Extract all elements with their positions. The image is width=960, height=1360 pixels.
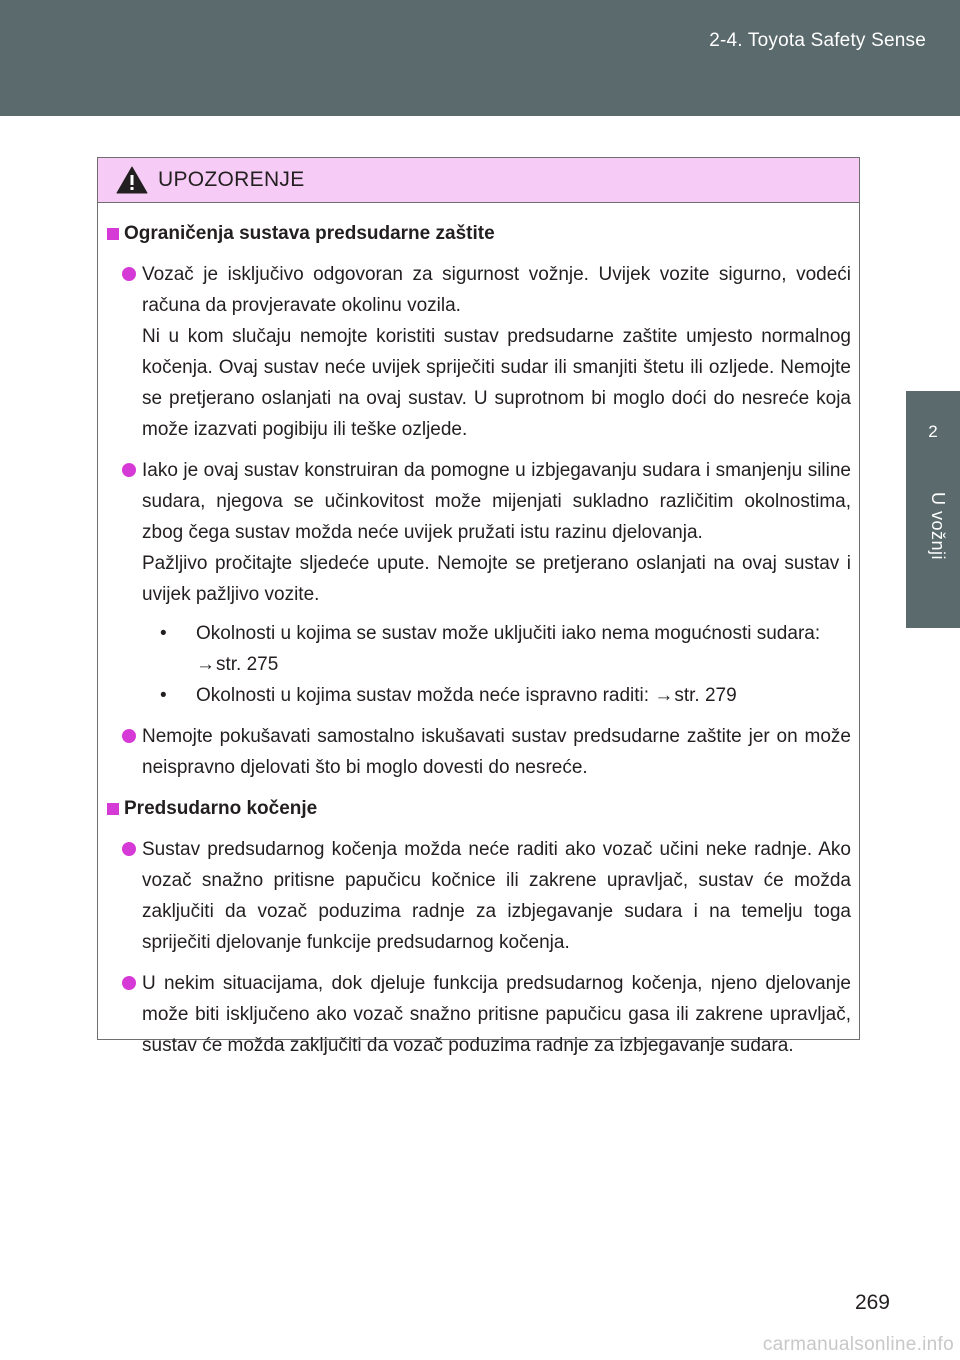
paragraph: Ni u kom slučaju nemojte koristiti sustav predsudarne zaštite umjesto normalnog kočenja. Ovaj sustav neće uvijek spriječiti sudar ili smanjiti štetu ili ozljede. Nemojte se pretjerano oslanjati na ovaj sustav. U suprotnom bi moglo doći do nesreće koja može izazvati pogibiju ili teške ozljede.	[142, 326, 851, 440]
warning-title: UPOZORENJE	[158, 168, 305, 191]
list-item	[107, 259, 851, 445]
paragraph: Sustav predsudarnog kočenja možda neće raditi ako vozač učini neke radnje. Ako vozač snažno pritisne papučicu kočnice ili zakrene upravljač, sustav će možda zaključiti da vozač poduzima radnje za izbjegavanje sudara i na temelju toga spriječiti djelovanje funkcije predsudarnog kočenja.	[142, 839, 851, 953]
bullet-dot-icon	[122, 976, 136, 990]
header-band	[0, 0, 960, 116]
page-reference-link[interactable]: str. 279	[674, 685, 737, 706]
paragraph: Iako je ovaj sustav konstruiran da pomogne u izbjegavanju sudara i smanjenju siline sudara, njegova se učinkovitost može mijenjati sukladno različitim okolnostima, zbog čega sustav možda neće uvijek pružati istu razinu djelovanja.	[142, 460, 851, 543]
bullet-dot-icon	[122, 729, 136, 743]
chapter-number-tab: 2	[906, 391, 960, 473]
sub-item-text: Okolnosti u kojima se sustav može uključiti iako nema mogućnosti sudara:	[196, 623, 821, 644]
sub-list-item	[142, 618, 851, 680]
bullet-dot-icon	[122, 842, 136, 856]
bullet-dot-icon	[122, 267, 136, 281]
square-marker-icon	[107, 803, 119, 815]
paragraph: Vozač je isključivo odgovoran za sigurnost vožnje. Uvijek vozite sigurno, vodeći računa da provjeravate okolinu vozila.	[142, 264, 851, 316]
square-marker-icon	[107, 228, 119, 240]
arrow-icon: →	[196, 654, 215, 675]
sub-list	[142, 618, 851, 711]
page-reference-link[interactable]: str. 275	[216, 654, 279, 675]
sub-list-item	[142, 680, 851, 711]
arrow-icon: →	[654, 685, 674, 706]
section-heading	[107, 793, 851, 824]
warning-body	[98, 203, 859, 1061]
list-item	[107, 455, 851, 711]
paragraph: Nemojte pokušavati samostalno iskušavati sustav predsudarne zaštite jer on može neispravno djelovati što bi moglo dovesti do nesreće.	[142, 726, 851, 778]
section-heading	[107, 218, 851, 249]
small-bullet-icon: •	[160, 685, 167, 706]
page-number: 269	[854, 1291, 890, 1314]
small-bullet-icon: •	[160, 623, 167, 644]
bullet-dot-icon	[122, 463, 136, 477]
paragraph: Pažljivo pročitajte sljedeće upute. Nemojte se pretjerano oslanjati na ovaj sustav i uvijek pažljivo vozite.	[142, 553, 851, 605]
chapter-label: U vožnji	[928, 492, 948, 561]
side-tab-spacer	[906, 116, 960, 391]
list-item	[107, 834, 851, 958]
sub-item-text: Okolnosti u kojima sustav možda neće ispravno raditi:	[196, 685, 650, 706]
list-item	[107, 968, 851, 1061]
section-heading-text: Predsudarno kočenje	[124, 798, 318, 819]
warning-triangle-icon	[116, 166, 148, 194]
paragraph: U nekim situacijama, dok djeluje funkcija predsudarnog kočenja, njeno djelovanje može biti isključeno ako vozač snažno pritisne papučicu gasa ili zakrene upravljač, sustav će možda zaključiti da vozač poduzima radnje za izbjegavanje sudara.	[142, 973, 851, 1056]
watermark: carmanualsonline.info	[762, 1334, 954, 1355]
warning-header	[98, 158, 859, 203]
section-heading-text: Ograničenja sustava predsudarne zaštite	[124, 223, 495, 244]
list-item	[107, 721, 851, 783]
section-title: 2-4. Toyota Safety Sense	[709, 30, 926, 51]
warning-box	[97, 157, 860, 1056]
